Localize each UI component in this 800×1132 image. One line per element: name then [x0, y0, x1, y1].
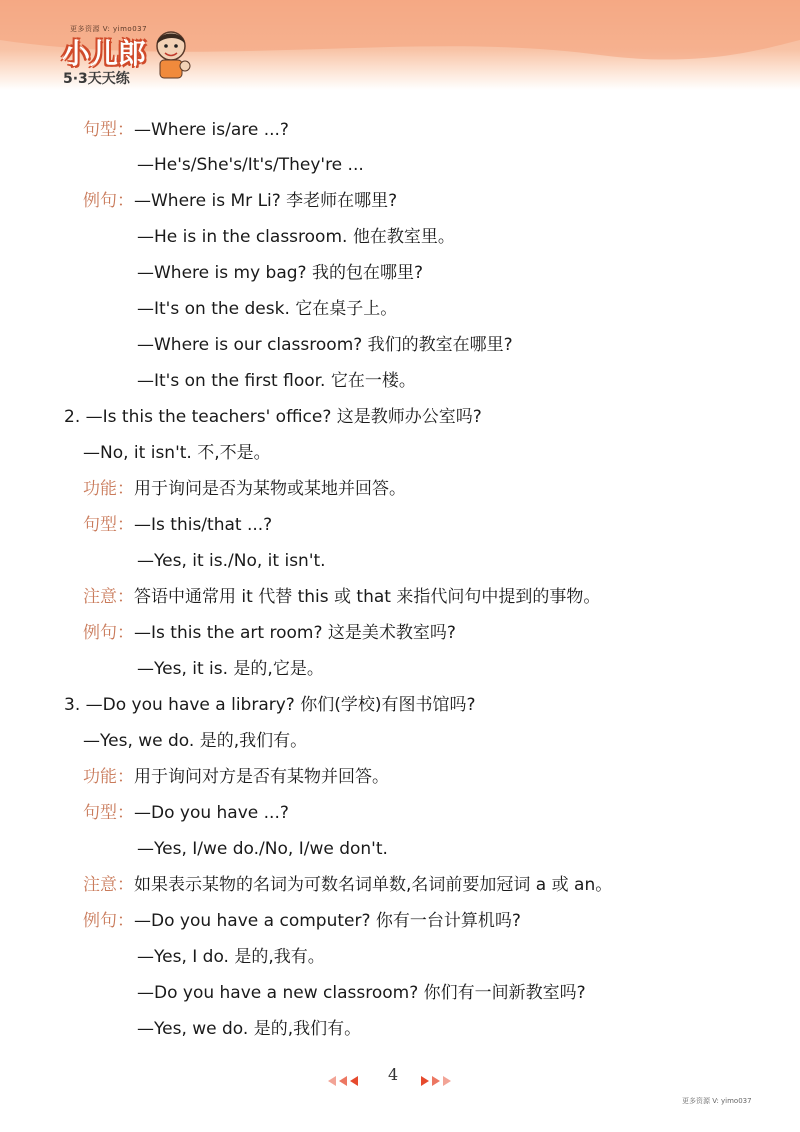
- section-tag: 例句：: [83, 623, 134, 643]
- text-line: [83, 478, 406, 500]
- line-text: —Where is our classroom? 我们的教室在哪里?: [137, 335, 513, 355]
- text-line: [137, 226, 455, 248]
- line-text: —No, it isn't. 不,不是。: [83, 443, 271, 463]
- line-text: —Is this the teachers' office? 这是教师办公室吗?: [85, 407, 482, 427]
- watermark: 更多资源 V: yimo037: [682, 1097, 752, 1105]
- text-line: [83, 622, 456, 644]
- text-line: [83, 514, 272, 536]
- prev-arrows-icon: [328, 1071, 361, 1090]
- text-line: [137, 370, 416, 392]
- line-text: —Yes, I do. 是的,我有。: [137, 947, 325, 967]
- line-text: —Yes, it is. 是的,它是。: [137, 659, 324, 679]
- line-text: —It's on the first floor. 它在一楼。: [137, 371, 416, 391]
- text-line: [137, 298, 397, 320]
- logo-subtitle: 5·3天天练: [63, 71, 130, 87]
- line-text: —Where is Mr Li? 李老师在哪里?: [134, 191, 398, 211]
- text-line: [137, 658, 324, 680]
- section-tag: 功能：: [83, 479, 134, 499]
- line-text: —Yes, I/we do./No, I/we don't.: [137, 839, 388, 859]
- line-text: —He's/She's/It's/They're ...: [137, 155, 364, 175]
- line-text: 答语中通常用 it 代替 this 或 that 来指代问句中提到的事物。: [134, 587, 601, 607]
- text-line: [64, 694, 476, 716]
- text-line: [137, 550, 326, 572]
- line-text: —Do you have ...?: [134, 803, 289, 823]
- section-tag: 句型：: [83, 803, 134, 823]
- line-text: —It's on the desk. 它在桌子上。: [137, 299, 398, 319]
- line-text: 用于询问对方是否有某物并回答。: [134, 767, 389, 787]
- line-text: —Is this the art room? 这是美术教室吗?: [134, 623, 456, 643]
- text-line: [137, 154, 364, 176]
- line-text: —Yes, we do. 是的,我们有。: [137, 1019, 362, 1039]
- section-tag: 句型：: [83, 515, 134, 535]
- text-line: [137, 946, 325, 968]
- line-text: —Do you have a computer? 你有一台计算机吗?: [134, 911, 521, 931]
- section-tag: 句型：: [83, 120, 134, 140]
- text-line: [64, 406, 482, 428]
- section-tag: 注意：: [83, 587, 134, 607]
- text-line: [137, 1018, 361, 1040]
- line-text: 用于询问是否为某物或某地并回答。: [134, 479, 406, 499]
- line-text: —Yes, we do. 是的,我们有。: [83, 731, 308, 751]
- text-line: [83, 802, 289, 824]
- line-text: —He is in the classroom. 他在教室里。: [137, 227, 455, 247]
- text-line: [83, 586, 600, 608]
- logo-top-text: 更多资源 V: yimo037: [70, 25, 148, 33]
- item-number: 2.: [64, 407, 81, 427]
- page-footer: [0, 1060, 800, 1090]
- text-line: [83, 119, 289, 141]
- section-tag: 功能：: [83, 767, 134, 787]
- line-text: —Where is my bag? 我的包在哪里?: [137, 263, 423, 283]
- line-text: —Do you have a library? 你们(学校)有图书馆吗?: [85, 695, 476, 715]
- text-line: [83, 730, 307, 752]
- line-text: —Is this/that ...?: [134, 515, 273, 535]
- section-tag: 例句：: [83, 911, 134, 931]
- page-number: 4: [388, 1065, 399, 1084]
- section-tag: 例句：: [83, 191, 134, 211]
- next-arrows-icon: [421, 1071, 454, 1090]
- text-line: [83, 874, 612, 896]
- line-text: —Yes, it is./No, it isn't.: [137, 551, 326, 571]
- text-line: [83, 766, 389, 788]
- line-text: 如果表示某物的名词为可数名词单数,名词前要加冠词 a 或 an。: [134, 875, 613, 895]
- text-line: [83, 910, 521, 932]
- item-number: 3.: [64, 695, 81, 715]
- text-line: [83, 442, 271, 464]
- section-tag: 注意：: [83, 875, 134, 895]
- text-line: [83, 190, 397, 212]
- line-text: —Do you have a new classroom? 你们有一间新教室吗?: [137, 983, 586, 1003]
- logo-title: 小儿郎: [62, 37, 147, 70]
- text-line: [137, 982, 586, 1004]
- text-line: [137, 838, 388, 860]
- text-line: [137, 334, 513, 356]
- line-text: —Where is/are ...?: [134, 120, 289, 140]
- text-line: [137, 262, 423, 284]
